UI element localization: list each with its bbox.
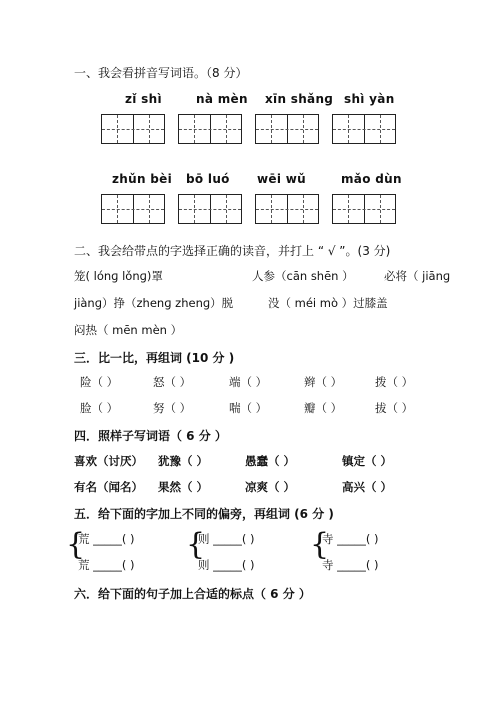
compare-item: 险（ ） — [80, 375, 119, 389]
compare-item: 拨（ ） — [375, 375, 414, 389]
radical-item: 则 _____( ) — [198, 558, 255, 572]
section-5-title: 五．给下面的字加上不同的偏旁，再组词 (6 分 ) — [74, 507, 334, 521]
char-box[interactable] — [255, 194, 319, 224]
section-3-title: 三．比一比，再组词 (10 分 ) — [74, 351, 235, 365]
radical-item: 荒 _____( ) — [78, 558, 135, 572]
char-box[interactable] — [101, 194, 165, 224]
compare-item: 辫（ ） — [304, 375, 343, 389]
left-brace-icon: { — [186, 527, 206, 562]
char-box[interactable] — [332, 194, 396, 224]
char-box[interactable] — [178, 114, 242, 144]
example-item: 有名（闻名） — [74, 480, 143, 494]
left-brace-icon: { — [310, 527, 330, 562]
radical-item: 寺 _____( ) — [322, 558, 379, 572]
example-item: 高兴（ ） — [342, 480, 393, 494]
question-item: 笼( lónɡ lǒnɡ)罩 — [74, 269, 163, 283]
question-item: 人参（cān shēn ） — [252, 269, 354, 283]
pinyin-label: nà mèn — [196, 92, 248, 106]
pinyin-label: mǎo dùn — [341, 172, 402, 186]
compare-item: 努（ ） — [153, 401, 192, 415]
char-box[interactable] — [178, 194, 242, 224]
section-2-title: 二、我会给带点的字选择正确的读音，并打上 “ √ ”。(3 分) — [74, 244, 391, 258]
compare-item: 端（ ） — [229, 375, 268, 389]
pinyin-label: zhǔn bèi — [112, 172, 173, 186]
question-item: 必将（ jiānɡ — [384, 269, 451, 283]
compare-item: 怒（ ） — [153, 375, 192, 389]
radical-item: 寺 _____( ) — [322, 532, 379, 546]
section-4-title: 四．照样子写词语（ 6 分 ） — [74, 429, 227, 443]
example-item: 愚蠢（ ） — [245, 454, 296, 468]
char-box[interactable] — [332, 114, 396, 144]
example-item: 镇定（ ） — [342, 454, 393, 468]
compare-item: 脸（ ） — [80, 401, 119, 415]
pinyin-label: zǐ shì — [125, 92, 162, 106]
pinyin-label: bō luó — [186, 172, 230, 186]
pinyin-label: shì yàn — [344, 92, 395, 106]
pinyin-label: xīn shǎnɡ — [265, 92, 334, 106]
section-1-title: 一、我会看拼音写词语。（8 分） — [74, 66, 248, 80]
example-item: 犹豫（ ） — [158, 454, 209, 468]
compare-item: 瓣（ ） — [304, 401, 343, 415]
pinyin-label: wēi wǔ — [257, 172, 306, 186]
example-item: 果然（ ） — [158, 480, 209, 494]
compare-item: 拔（ ） — [375, 401, 414, 415]
question-item: 没（ méi mò ）过膝盖 — [268, 296, 388, 310]
question-item: 闷热（ mēn mèn ） — [74, 323, 183, 337]
question-item: jiànɡ）挣（zhenɡ zhenɡ）脱 — [74, 296, 234, 310]
compare-item: 喘（ ） — [229, 401, 268, 415]
char-box[interactable] — [255, 114, 319, 144]
example-item: 凉爽（ ） — [245, 480, 296, 494]
radical-item: 荒 _____( ) — [78, 532, 135, 546]
left-brace-icon: { — [66, 527, 86, 562]
radical-item: 则 _____( ) — [198, 532, 255, 546]
char-box[interactable] — [101, 114, 165, 144]
section-6-title: 六．给下面的句子加上合适的标点（ 6 分 ） — [74, 587, 311, 601]
example-item: 喜欢（讨厌） — [74, 454, 143, 468]
